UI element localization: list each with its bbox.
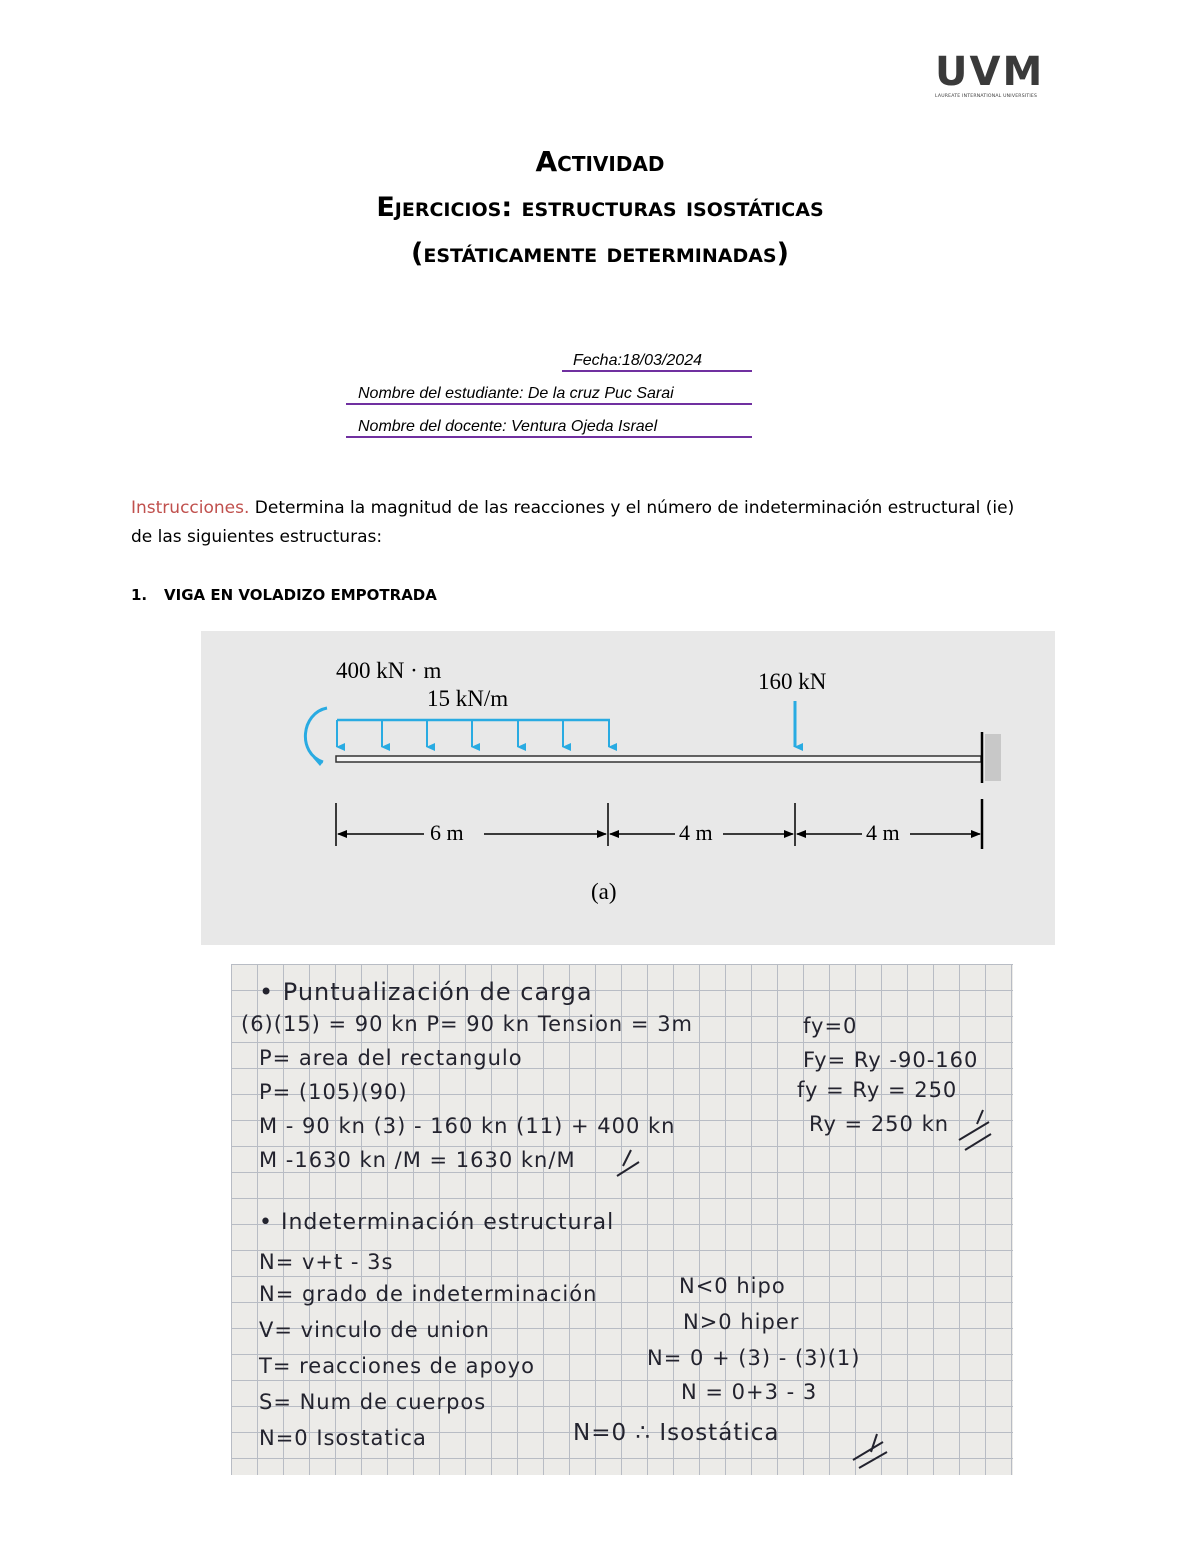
- notes-case-hipo: N<0 hipo: [679, 1274, 786, 1298]
- notes-line-3: P= (105)(90): [259, 1080, 408, 1104]
- check-mark-2: [959, 1110, 991, 1150]
- distributed-load: [337, 720, 610, 747]
- instructions-text: Determina la magnitud de las reacciones y el número de indeterminación estructural (ie) de las siguientes estructuras:: [131, 498, 1015, 547]
- beam-diagram: [201, 631, 1055, 945]
- notes-def-v: V= vinculo de union: [259, 1318, 490, 1342]
- notes-calc-2: N = 0+3 - 3: [681, 1380, 818, 1404]
- uvm-logo: [935, 49, 1063, 104]
- title-ejercicios: Ejercicios: estructuras isostáticas: [376, 192, 824, 223]
- notes-def-n: N= grado de indeterminación: [259, 1282, 598, 1306]
- notes-result-left: N=0 Isostatica: [259, 1426, 427, 1450]
- dimension-label-4m-a: 4 m: [679, 820, 713, 845]
- notes-right-4: Ry = 250 kn: [809, 1112, 950, 1136]
- check-mark-1: [617, 1150, 639, 1176]
- notes-line-1: (6)(15) = 90 kn P= 90 kn Tension = 3m: [241, 1012, 694, 1036]
- notes-case-hiper: N>0 hiper: [683, 1310, 800, 1334]
- instructions-label: Instrucciones.: [131, 498, 250, 518]
- instructions-paragraph: [131, 494, 1031, 552]
- notes-heading-1: • Puntualización de carga: [259, 978, 593, 1006]
- teacher-name-field: Nombre del docente: Ventura Ojeda Israel: [358, 418, 658, 435]
- notes-def-s: S= Num de cuerpos: [259, 1390, 487, 1414]
- notes-def-t: T= reacciones de apoyo: [259, 1354, 535, 1378]
- notes-right-1: fy=0: [803, 1014, 858, 1038]
- notes-line-2: P= area del rectangulo: [259, 1046, 523, 1070]
- beam-figure: [201, 631, 1055, 945]
- section-number: 1.: [131, 586, 148, 604]
- beam: [336, 756, 981, 762]
- teacher-underline: [346, 436, 752, 438]
- student-underline: [346, 403, 752, 405]
- notes-right-2: Fy= Ry -90-160: [803, 1048, 979, 1072]
- figure-caption: (a): [591, 879, 617, 904]
- notes-calc-1: N= 0 + (3) - (3)(1): [647, 1346, 861, 1370]
- check-mark-3: [853, 1434, 887, 1468]
- notes-right-3: fy = Ry = 250: [797, 1078, 958, 1102]
- handwritten-notes-photo: [231, 964, 1013, 1475]
- notes-formula: N= v+t - 3s: [259, 1250, 394, 1274]
- fixed-support: [982, 732, 1001, 783]
- distributed-load-label: 15 kN/m: [427, 686, 509, 711]
- fecha-underline: [562, 370, 752, 372]
- dimension-label-6m: 6 m: [430, 820, 464, 845]
- dimension-label-4m-b: 4 m: [866, 820, 900, 845]
- check-marks: [231, 964, 1013, 1475]
- logo-tagline: LAUREATE INTERNATIONAL UNIVERSITIES: [935, 94, 1038, 99]
- section-title: VIGA EN VOLADIZO EMPOTRADA: [164, 586, 437, 604]
- moment-arrow: [305, 708, 327, 766]
- point-load-label: 160 kN: [758, 669, 827, 694]
- title-actividad: Actividad: [535, 145, 665, 178]
- notes-line-4: M - 90 kn (3) - 160 kn (11) + 400 kn: [259, 1114, 676, 1138]
- student-name-field: Nombre del estudiante: De la cruz Puc Sarai: [358, 385, 674, 402]
- notes-line-5: M -1630 kn /M = 1630 kn/M: [259, 1148, 576, 1172]
- notes-heading-2: • Indeterminación estructural: [259, 1210, 615, 1235]
- notes-conclusion: N=0 ∴ Isostática: [573, 1420, 780, 1446]
- title-subtitle: (estáticamente determinadas): [411, 238, 789, 269]
- fecha-field: Fecha:18/03/2024: [573, 352, 702, 369]
- moment-label: 400 kN · m: [336, 658, 442, 683]
- logo-wordmark: UVM: [935, 49, 1045, 95]
